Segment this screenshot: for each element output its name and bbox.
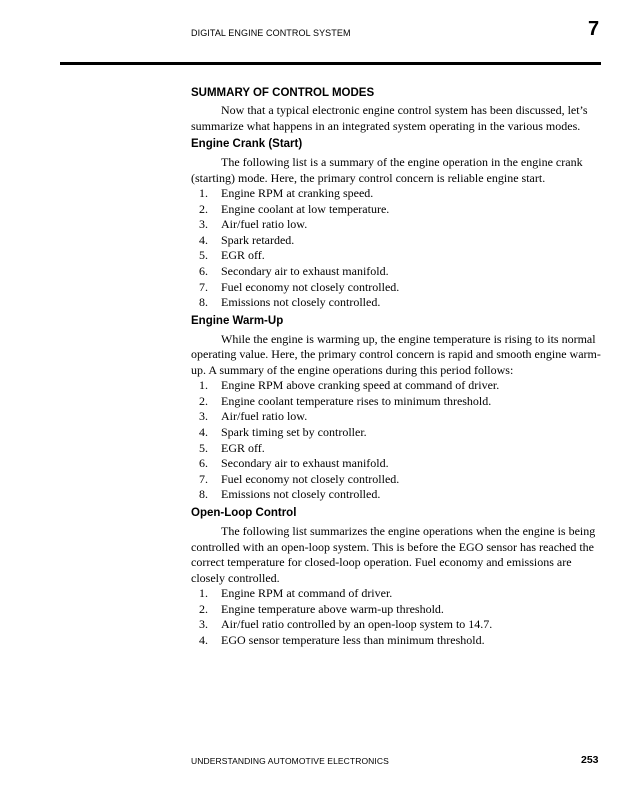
warmup-paragraph: While the engine is warming up, the engine temperature is rising to its normal operating value. Here, the primary control concern is rapid and smooth engine warm-up. A summary of the engine operations during this period follows: — [191, 331, 601, 377]
list-item-text: Emissions not closely controlled. — [221, 295, 381, 310]
list-item-number: 3. — [199, 409, 208, 424]
crank-paragraph: The following list is a summary of the engine operation in the engine crank (starting) mode. Here, the primary control concern is reliable engine start. — [191, 155, 583, 185]
section-heading-openloop: Open-Loop Control — [191, 507, 297, 519]
list-item-text: Air/fuel ratio low. — [221, 409, 308, 424]
list-item — [191, 186, 601, 202]
page-body — [191, 86, 601, 648]
list-item-text: Air/fuel ratio low. — [221, 217, 308, 232]
running-footer-title: UNDERSTANDING AUTOMOTIVE ELECTRONICS — [191, 756, 389, 766]
list-item — [191, 441, 601, 457]
section-heading-crank: Engine Crank (Start) — [191, 138, 303, 150]
list-item — [191, 202, 601, 218]
crank-list — [191, 186, 601, 311]
list-item — [191, 487, 601, 503]
header-rule — [60, 62, 601, 65]
openloop-paragraph: The following list summarizes the engine operations when the engine is being controlled with an open-loop system. This is before the EGO sensor has reached the correct temperature for closed-loop operation. Fuel economy and emissions are closely controlled. — [191, 524, 596, 585]
list-item-text: Engine RPM at cranking speed. — [221, 186, 374, 200]
list-item-text: EGO sensor temperature less than minimum threshold. — [221, 632, 485, 647]
list-item-number: 1. — [199, 378, 208, 393]
page-number: 253 — [581, 754, 599, 766]
list-item-number: 8. — [199, 295, 208, 310]
list-item — [191, 456, 601, 472]
list-item — [191, 472, 601, 488]
list-item — [191, 586, 601, 602]
list-item-text: Spark timing set by controller. — [221, 425, 367, 440]
list-item-number: 7. — [199, 471, 208, 486]
summary-paragraph: Now that a typical electronic engine control system has been discussed, let’s summarize what happens in an integrated system operating in the various modes. — [191, 103, 588, 133]
list-item — [191, 233, 601, 249]
list-item-number: 5. — [199, 248, 208, 263]
list-item — [191, 248, 601, 264]
list-item-number: 6. — [199, 456, 208, 471]
list-item-number: 2. — [199, 393, 208, 408]
list-item-number: 5. — [199, 440, 208, 455]
section-heading-warmup: Engine Warm-Up — [191, 314, 284, 327]
list-item-text: EGR off. — [221, 440, 265, 455]
running-header-title: DIGITAL ENGINE CONTROL SYSTEM — [191, 28, 351, 38]
list-item-text: EGR off. — [221, 248, 265, 263]
list-item — [191, 295, 601, 311]
list-item-number: 2. — [199, 601, 208, 616]
list-item — [191, 280, 601, 296]
list-item-text: Fuel economy not closely controlled. — [221, 279, 400, 294]
list-item — [191, 409, 601, 425]
list-item-text: Engine RPM at command of driver. — [221, 586, 393, 600]
list-item-number: 6. — [199, 263, 208, 278]
list-item-number: 2. — [199, 201, 208, 216]
list-item-number: 4. — [199, 632, 208, 647]
list-item — [191, 617, 601, 633]
list-item-number: 8. — [199, 487, 208, 502]
list-item — [191, 425, 601, 441]
list-item-number: 4. — [199, 232, 208, 247]
list-item — [191, 217, 601, 233]
list-item — [191, 633, 601, 649]
warmup-list — [191, 378, 601, 503]
list-item-number: 1. — [199, 586, 208, 600]
list-item-text: Emissions not closely controlled. — [221, 487, 381, 502]
list-item — [191, 264, 601, 280]
list-item-number: 3. — [199, 617, 208, 632]
chapter-number: 7 — [588, 18, 600, 40]
list-item — [191, 378, 601, 394]
list-item-text: Engine RPM above cranking speed at command of driver. — [221, 378, 500, 393]
list-item-number: 4. — [199, 425, 208, 440]
list-item-text: Engine coolant at low temperature. — [221, 201, 390, 216]
list-item — [191, 394, 601, 410]
list-item-text: Fuel economy not closely controlled. — [221, 471, 400, 486]
list-item-number: 1. — [199, 186, 208, 200]
list-item-text: Secondary air to exhaust manifold. — [221, 263, 389, 278]
list-item-number: 7. — [199, 279, 208, 294]
list-item-text: Engine coolant temperature rises to minimum threshold. — [221, 393, 492, 408]
list-item — [191, 602, 601, 618]
openloop-list — [191, 586, 601, 648]
list-item-text: Air/fuel ratio controlled by an open-loop system to 14.7. — [221, 617, 493, 632]
section-heading-summary: SUMMARY OF CONTROL MODES — [191, 87, 375, 99]
list-item-text: Spark retarded. — [221, 232, 295, 247]
list-item-text: Engine temperature above warm-up threshold. — [221, 601, 444, 616]
list-item-number: 3. — [199, 217, 208, 232]
list-item-text: Secondary air to exhaust manifold. — [221, 456, 389, 471]
